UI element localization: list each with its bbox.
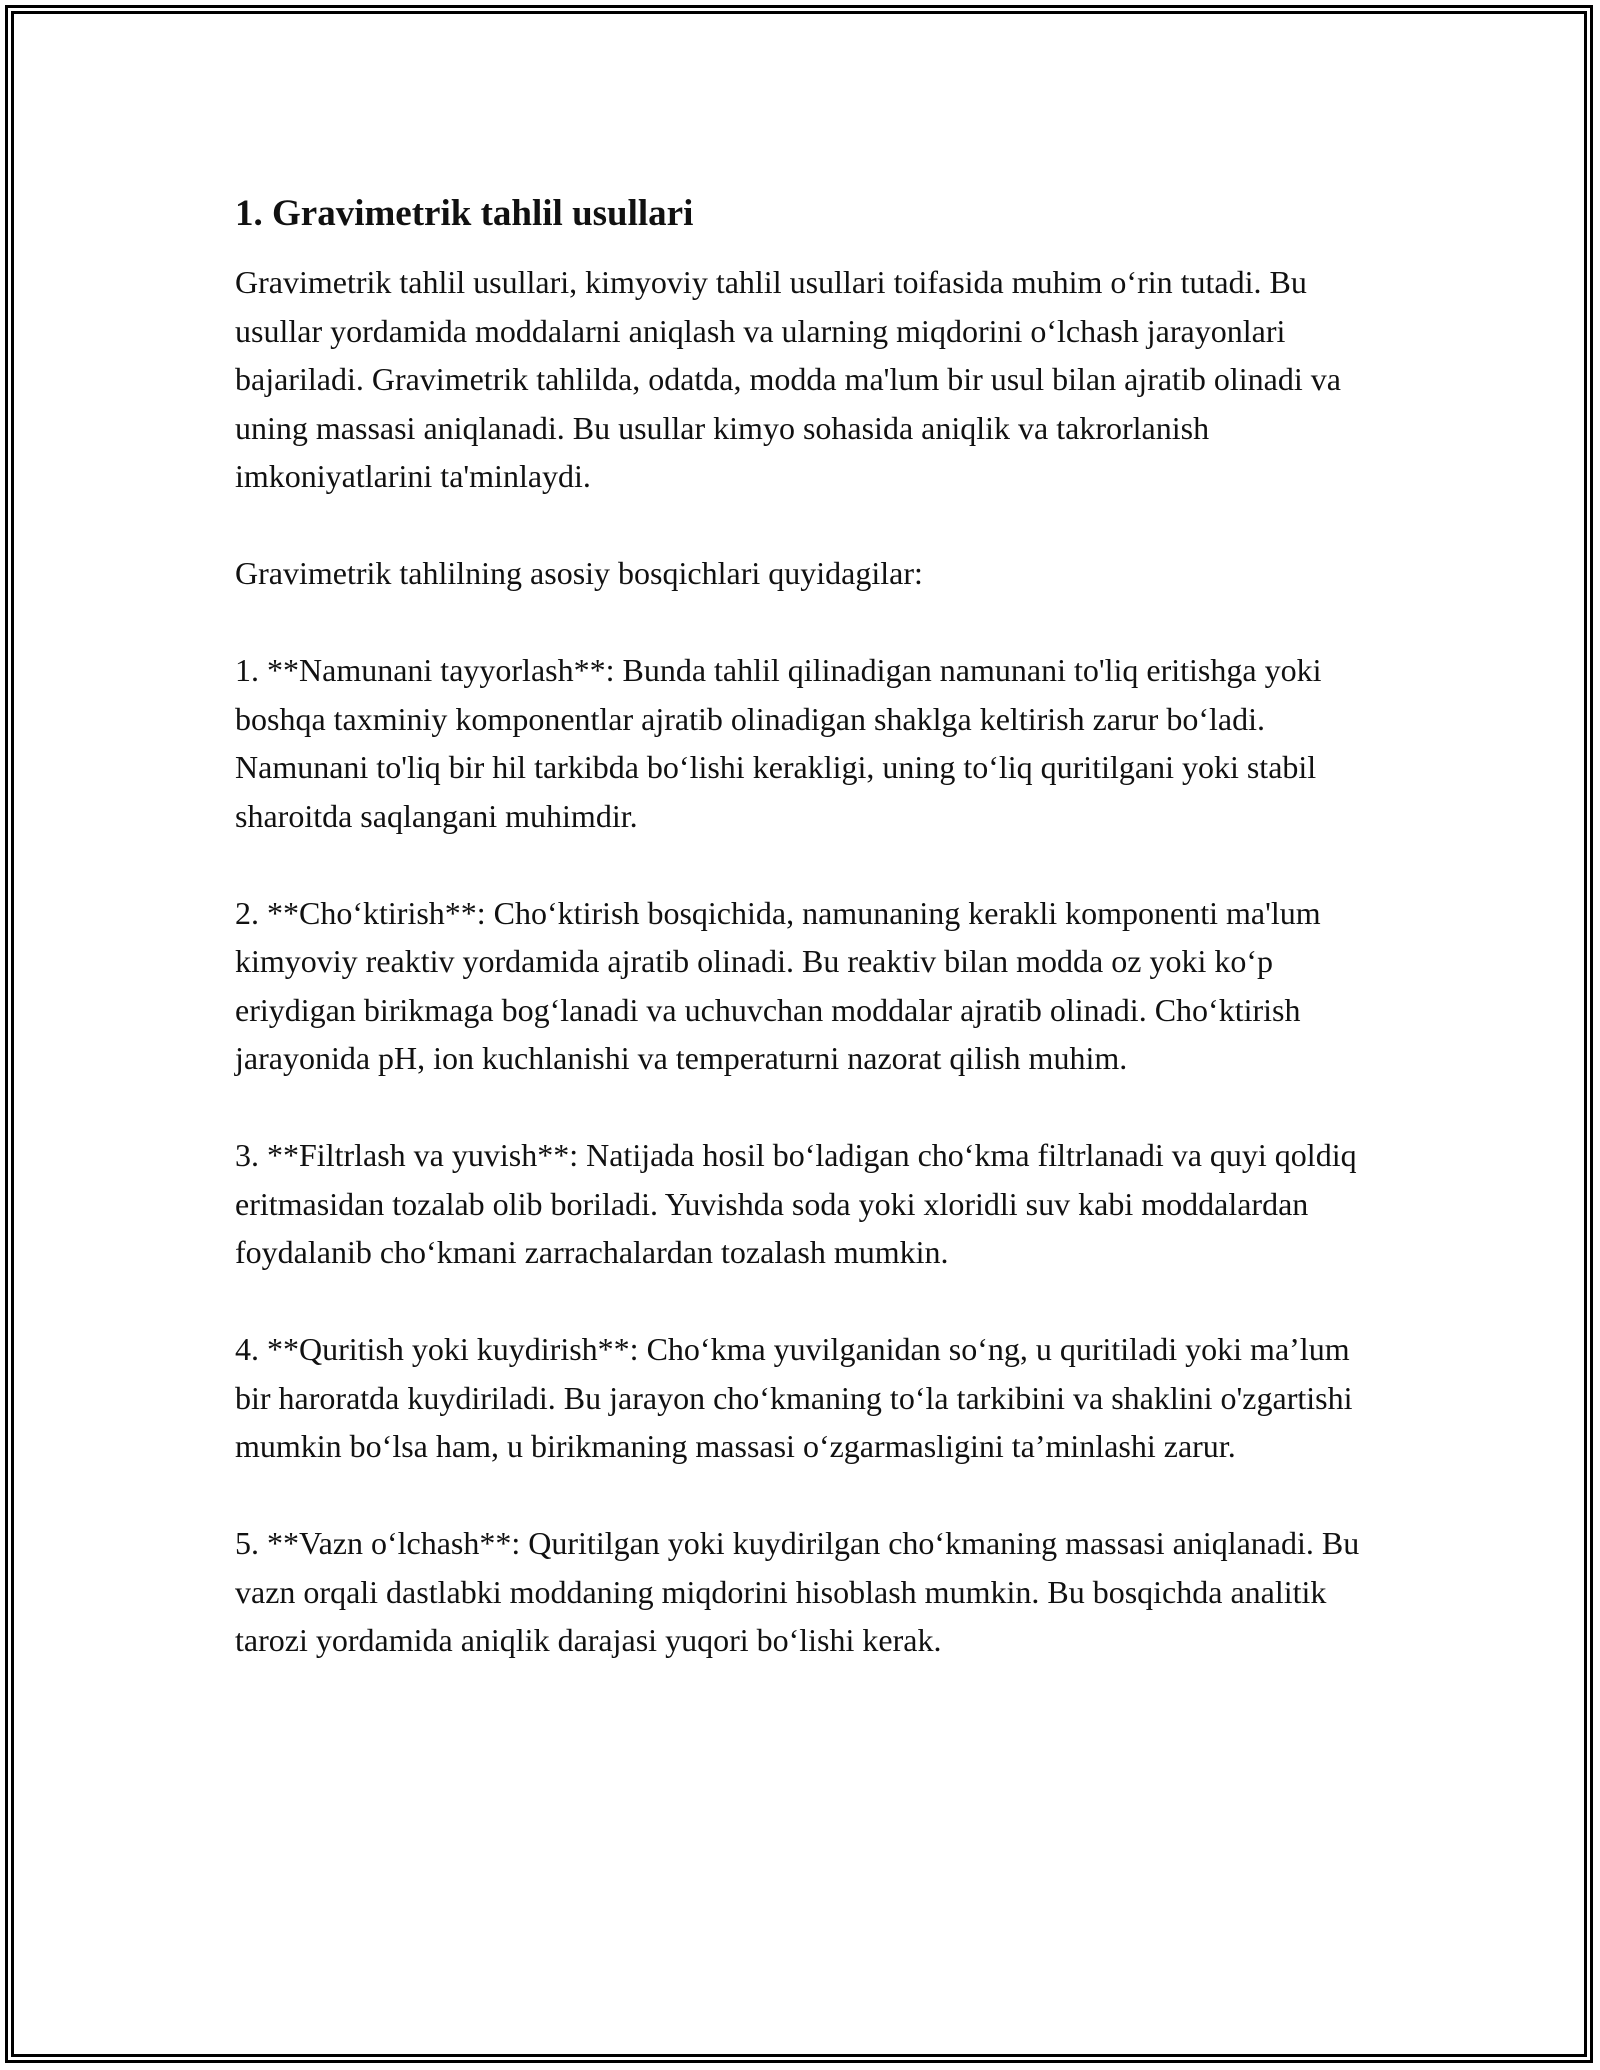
step-2-paragraph: 2. **Choʻktirish**: Choʻktirish bosqichida, namunaning kerakli komponenti ma'lum kimyoviy reaktiv yordamida ajratib olinadi. Bu reaktiv bilan modda oz yoki koʻp eriydigan birikmaga bogʻlanadi va uchuvchan moddalar ajratib olinadi. Choʻktirish jarayonida pH, ion kuchlanishi va temperaturni nazorat qilish muhim. — [235, 894, 1321, 1076]
step-5-paragraph: 5. **Vazn oʻlchash**: Quritilgan yoki kuydirilgan choʻkmaning massasi aniqlanadi. Bu vazn orqali dastlabki moddaning miqdorini hisoblash mumkin. Bu bosqichda analitik tarozi yordamida aniqlik darajasi yuqori boʻlishi kerak. — [235, 1525, 1360, 1658]
intro-paragraph: Gravimetrik tahlil usullari, kimyoviy tahlil usullari toifasida muhim oʻrin tutadi. Bu usullar yordamida moddalarni aniqlash va ularning miqdorini oʻlchash jarayonlari bajariladi. Gravimetrik tahlilda, odatda, modda ma'lum bir usul bilan ajratib olinadi va uning massasi aniqlanadi. Bu usullar kimyo sohasida aniqlik va takrorlanish imkoniyatlarini ta'minlaydi. — [235, 264, 1341, 494]
step-4-paragraph: 4. **Quritish yoki kuydirish**: Choʻkma yuvilganidan soʻng, u quritiladi yoki ma’lum bir haroratda kuydiriladi. Bu jarayon choʻkmaning toʻla tarkibini va shaklini o'zgartishi mumkin boʻlsa ham, u birikmaning massasi oʻzgarmasligini ta’minlashi zarur. — [235, 1331, 1353, 1464]
section-heading: 1. Gravimetrik tahlil usullari — [235, 193, 694, 234]
step-1-paragraph: 1. **Namunani tayyorlash**: Bunda tahlil qilinadigan namunani to'liq eritishga yoki boshqa taxminiy komponentlar ajratib olinadigan shaklga keltirish zarur boʻladi. Namunani to'liq bir hil tarkibda boʻlishi kerakligi, uning toʻliq quritilgani yoki stabil sharoitda saqlangani muhimdir. — [235, 652, 1322, 834]
step-3-paragraph: 3. **Filtrlash va yuvish**: Natijada hosil boʻladigan choʻkma filtrlanadi va quyi qoldiq eritmasidan tozalab olib boriladi. Yuvishda soda yoki xloridli suv kabi moddalardan foydalanib choʻkmani zarrachalardan tozalash mumkin. — [235, 1137, 1357, 1270]
document-body — [235, 184, 1365, 1713]
steps-intro-paragraph: Gravimetrik tahlilning asosiy bosqichlari quyidagilar: — [235, 555, 923, 591]
